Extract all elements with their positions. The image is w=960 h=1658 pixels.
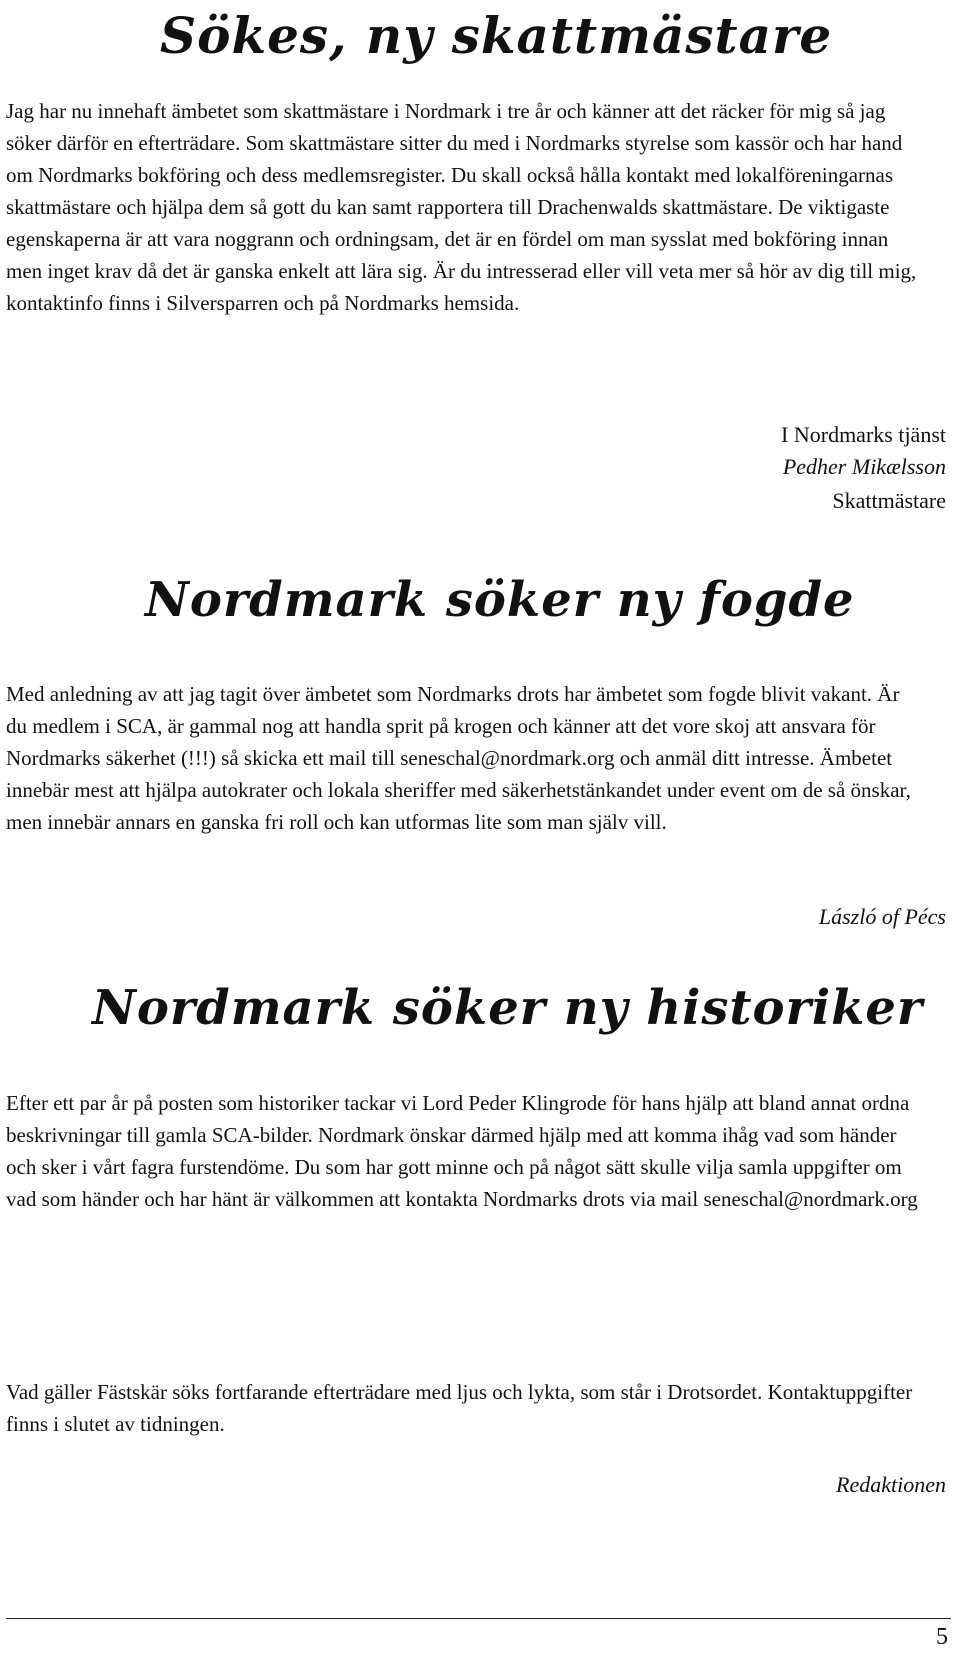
skattmastare-signature-line: I Nordmarks tjänst [781, 422, 946, 447]
footer-rule [6, 1618, 951, 1619]
historiker-body: Efter ett par år på posten som historiker tackar vi Lord Peder Klingrode för hans hjälp att bland annat ordna beskrivningar till gamla SCA-bilder. Nordmark önskar därmed hjälp med att komma ihåg vad som händer och sker i vårt fagra furstendöme. Du som har gott minne och på något sätt skulle vilja samla uppgifter om vad som händer och har hänt är välkommen att kontakta Nordmarks drots via mail seneschal@nordmark.org [6, 1091, 918, 1211]
fogde-body: Med anledning av att jag tagit över ämbetet som Nordmarks drots har ämbetet som fogde blivit vakant. Är du medlem i SCA, är gammal nog att handla sprit på krogen och känner att det vore skoj att ansvara för Nordmarks säkerhet (!!!) så skicka ett mail till seneschal@nordmark.org och anmäl ditt intresse. Ämbetet innebär mest att hjälpa autokrater och lokala sheriffer med säkerhetstänkandet under event om de så önskar, men innebär annars en ganska fri roll och kan utformas lite som man själv vill. [6, 682, 911, 834]
skattmastare-signature-role: Skattmästare [832, 488, 946, 513]
fogde-heading: Nordmark söker ny fogde [145, 572, 855, 628]
festskar-body: Vad gäller Fästskär söks fortfarande efterträdare med ljus och lykta, som står i Drotsordet. Kontaktuppgifter finns i slutet av tidningen. [6, 1380, 913, 1436]
historiker-heading: Nordmark söker ny historiker [92, 980, 924, 1036]
page-number: 5 [936, 1624, 948, 1650]
skattmastare-body: Jag har nu innehaft ämbetet som skattmästare i Nordmark i tre år och känner att det räcker för mig så jag söker därför en efterträdare. Som skattmästare sitter du med i Nordmarks styrelse som kassör och har hand om Nordmarks bokföring och dess medlemsregister. Du skall också hålla kontakt med lokalföreningarnas skattmästare och hjälpa dem så gott du kan samt rapportera till Drachenwalds skattmästare. De viktigaste egenskaperna är att vara noggrann och ordningsam, det är en fördel om man sysslat med bokföring innan men inget krav då det är ganska enkelt att lära sig. Är du intresserad eller vill veta mer så hör av dig till mig, kontaktinfo finns i Silversparren och på Nordmarks hemsida. [6, 99, 917, 315]
fogde-signature: László of Pécs [818, 904, 946, 929]
redaktionen-signature: Redaktionen [836, 1472, 946, 1497]
skattmastare-heading: Sökes, ny skattmästare [160, 6, 833, 65]
skattmastare-signature-name: Pedher Mikælsson [782, 454, 946, 479]
